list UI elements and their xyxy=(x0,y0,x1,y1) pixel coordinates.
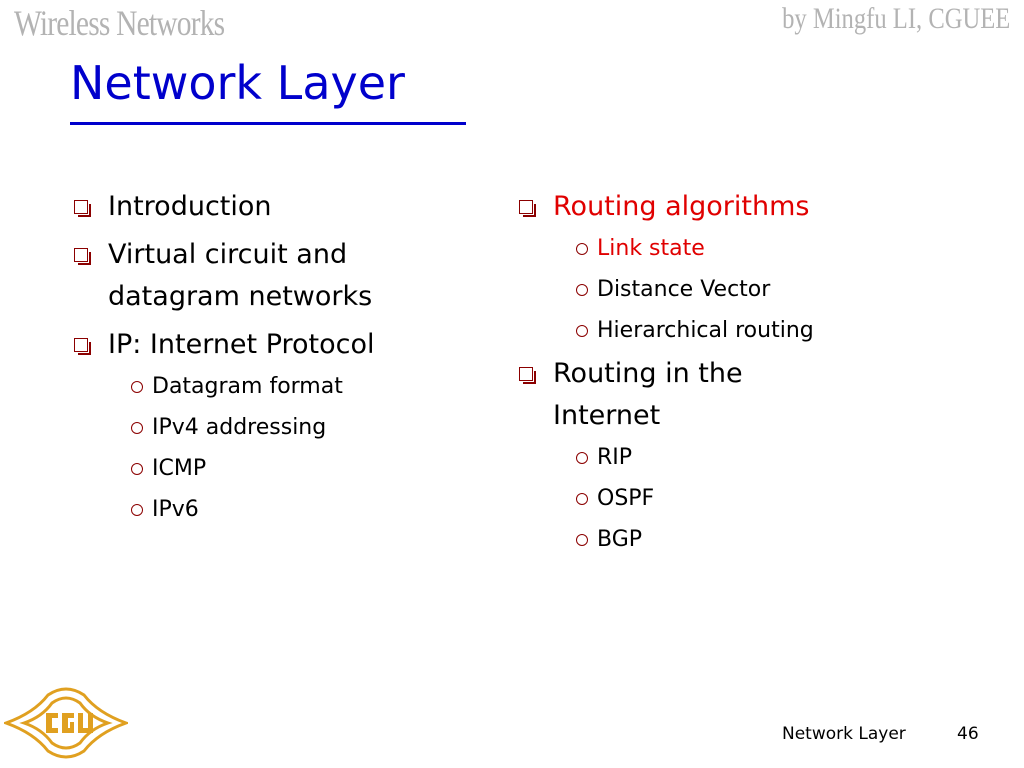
circle-bullet-icon xyxy=(576,534,588,546)
sub-bullet-label: Link state xyxy=(597,236,705,261)
checkbox-bullet-icon xyxy=(519,200,533,214)
bullet-label: Routing in the Internet xyxy=(553,358,743,431)
sub-bullet-item xyxy=(70,407,480,448)
sub-bullet-item xyxy=(70,366,480,407)
circle-bullet-icon xyxy=(576,452,588,464)
circle-bullet-icon xyxy=(576,325,588,337)
bullet-item xyxy=(70,186,480,228)
circle-bullet-icon xyxy=(131,422,143,434)
checkbox-bullet-icon xyxy=(74,200,88,214)
bullet-item xyxy=(70,234,438,318)
bullet-label: IP: Internet Protocol xyxy=(108,329,375,360)
sub-bullet-label: BGP xyxy=(597,527,643,552)
footer-label: Network Layer xyxy=(782,724,906,744)
header-author: by Mingfu LI, CGUEE xyxy=(781,2,1010,35)
sub-bullet-label: Datagram format xyxy=(152,374,343,399)
right-column xyxy=(515,186,915,560)
sub-bullet-label: OSPF xyxy=(597,486,655,511)
sub-bullet-item-highlighted xyxy=(515,228,915,269)
bullet-label: Virtual circuit and datagram networks xyxy=(108,239,373,312)
checkbox-bullet-icon xyxy=(74,248,88,262)
bullet-label: Routing algorithms xyxy=(553,191,810,222)
slide-title: Network Layer xyxy=(70,56,405,110)
circle-bullet-icon xyxy=(131,463,143,475)
sub-bullet-item xyxy=(515,269,915,310)
cgu-logo xyxy=(4,683,128,763)
sub-bullet-label: IPv4 addressing xyxy=(152,415,327,440)
sub-bullet-label: Hierarchical routing xyxy=(597,318,814,343)
title-underline xyxy=(70,122,466,125)
sub-bullet-item xyxy=(515,310,915,351)
sub-bullet-item xyxy=(70,489,480,530)
left-column xyxy=(70,186,480,530)
circle-bullet-icon xyxy=(131,504,143,516)
sub-bullet-item xyxy=(515,519,915,560)
sub-bullet-label: Distance Vector xyxy=(597,277,771,302)
checkbox-bullet-icon xyxy=(74,338,88,352)
header-course-title: Wireless Networks xyxy=(14,3,225,43)
sub-bullet-label: ICMP xyxy=(152,456,207,481)
page-number: 46 xyxy=(957,724,979,744)
bullet-item xyxy=(515,353,813,437)
sub-bullet-item xyxy=(515,478,915,519)
sub-bullet-item xyxy=(70,448,480,489)
checkbox-bullet-icon xyxy=(519,367,533,381)
sub-bullet-label: RIP xyxy=(597,445,633,470)
sub-bullet-label: IPv6 xyxy=(152,497,199,522)
circle-bullet-icon xyxy=(576,493,588,505)
circle-bullet-icon xyxy=(131,381,143,393)
circle-bullet-icon xyxy=(576,243,588,255)
circle-bullet-icon xyxy=(576,284,588,296)
sub-bullet-item xyxy=(515,437,915,478)
bullet-item xyxy=(70,324,480,366)
bullet-item-highlighted xyxy=(515,186,915,228)
bullet-label: Introduction xyxy=(108,191,272,222)
